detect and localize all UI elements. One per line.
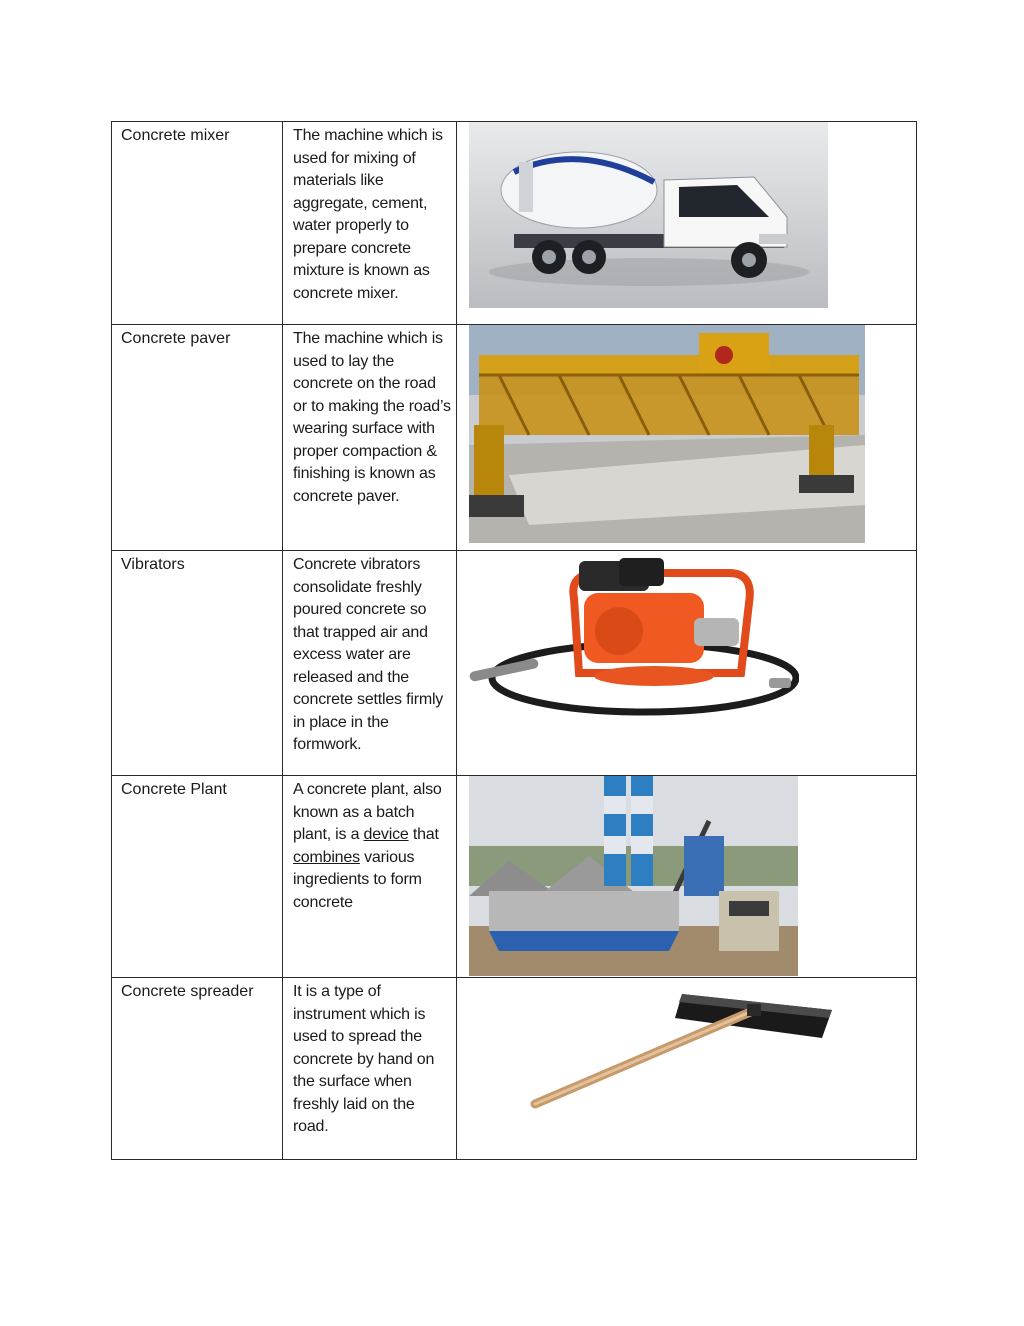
- device-link[interactable]: device: [363, 826, 409, 843]
- table-row: [112, 978, 917, 1160]
- equipment-image-cell: [457, 551, 917, 776]
- equipment-image-cell: [457, 122, 917, 325]
- table-row: [112, 122, 917, 325]
- equipment-description-cell: [283, 122, 457, 325]
- equipment-name-cell: [112, 776, 283, 978]
- equipment-name: Vibrators: [121, 556, 185, 573]
- equipment-image-cell: [457, 325, 917, 551]
- equipment-description-cell: [283, 325, 457, 551]
- equipment-table: [111, 121, 917, 1160]
- equipment-description: The machine which is used to lay the concrete on the road or to making the road’s wearing surface with proper compaction & finishing is known as concrete paver.: [293, 330, 451, 505]
- equipment-name-cell: [112, 325, 283, 551]
- equipment-name: Concrete mixer: [121, 127, 230, 144]
- concrete-batch-plant-icon: [469, 776, 798, 976]
- concrete-spreader-tool-icon: [527, 988, 837, 1113]
- equipment-description: It is a type of instrument which is used to spread the concrete by hand on the surface when freshly laid on the road.: [293, 983, 435, 1135]
- equipment-name-cell: [112, 978, 283, 1160]
- equipment-description: A concrete plant, also known as a batch plant, is a device that combines various ingredients to form concrete: [293, 781, 442, 911]
- table-row: [112, 325, 917, 551]
- equipment-description-cell: [283, 978, 457, 1160]
- concrete-paver-machine-icon: [469, 325, 865, 543]
- equipment-name: Concrete Plant: [121, 781, 227, 798]
- equipment-name-cell: [112, 122, 283, 325]
- table-row: [112, 776, 917, 978]
- equipment-description: Concrete vibrators consolidate freshly poured concrete so that trapped air and excess water are released and the concrete settles firmly in place in the formwork.: [293, 556, 444, 753]
- concrete-mixer-truck-icon: [469, 122, 828, 308]
- equipment-name: Concrete paver: [121, 330, 231, 347]
- concrete-vibrator-icon: [469, 553, 799, 718]
- equipment-name-cell: [112, 551, 283, 776]
- equipment-description: The machine which is used for mixing of materials like aggregate, cement, water properly to prepare concrete mixture is known as concrete mixer.: [293, 127, 443, 302]
- equipment-image-cell: [457, 978, 917, 1160]
- equipment-description-cell: [283, 551, 457, 776]
- equipment-name: Concrete spreader: [121, 983, 254, 1000]
- combines-link[interactable]: combines: [293, 848, 360, 866]
- equipment-description-cell: [283, 776, 457, 978]
- table-row: [112, 551, 917, 776]
- equipment-image-cell: [457, 776, 917, 978]
